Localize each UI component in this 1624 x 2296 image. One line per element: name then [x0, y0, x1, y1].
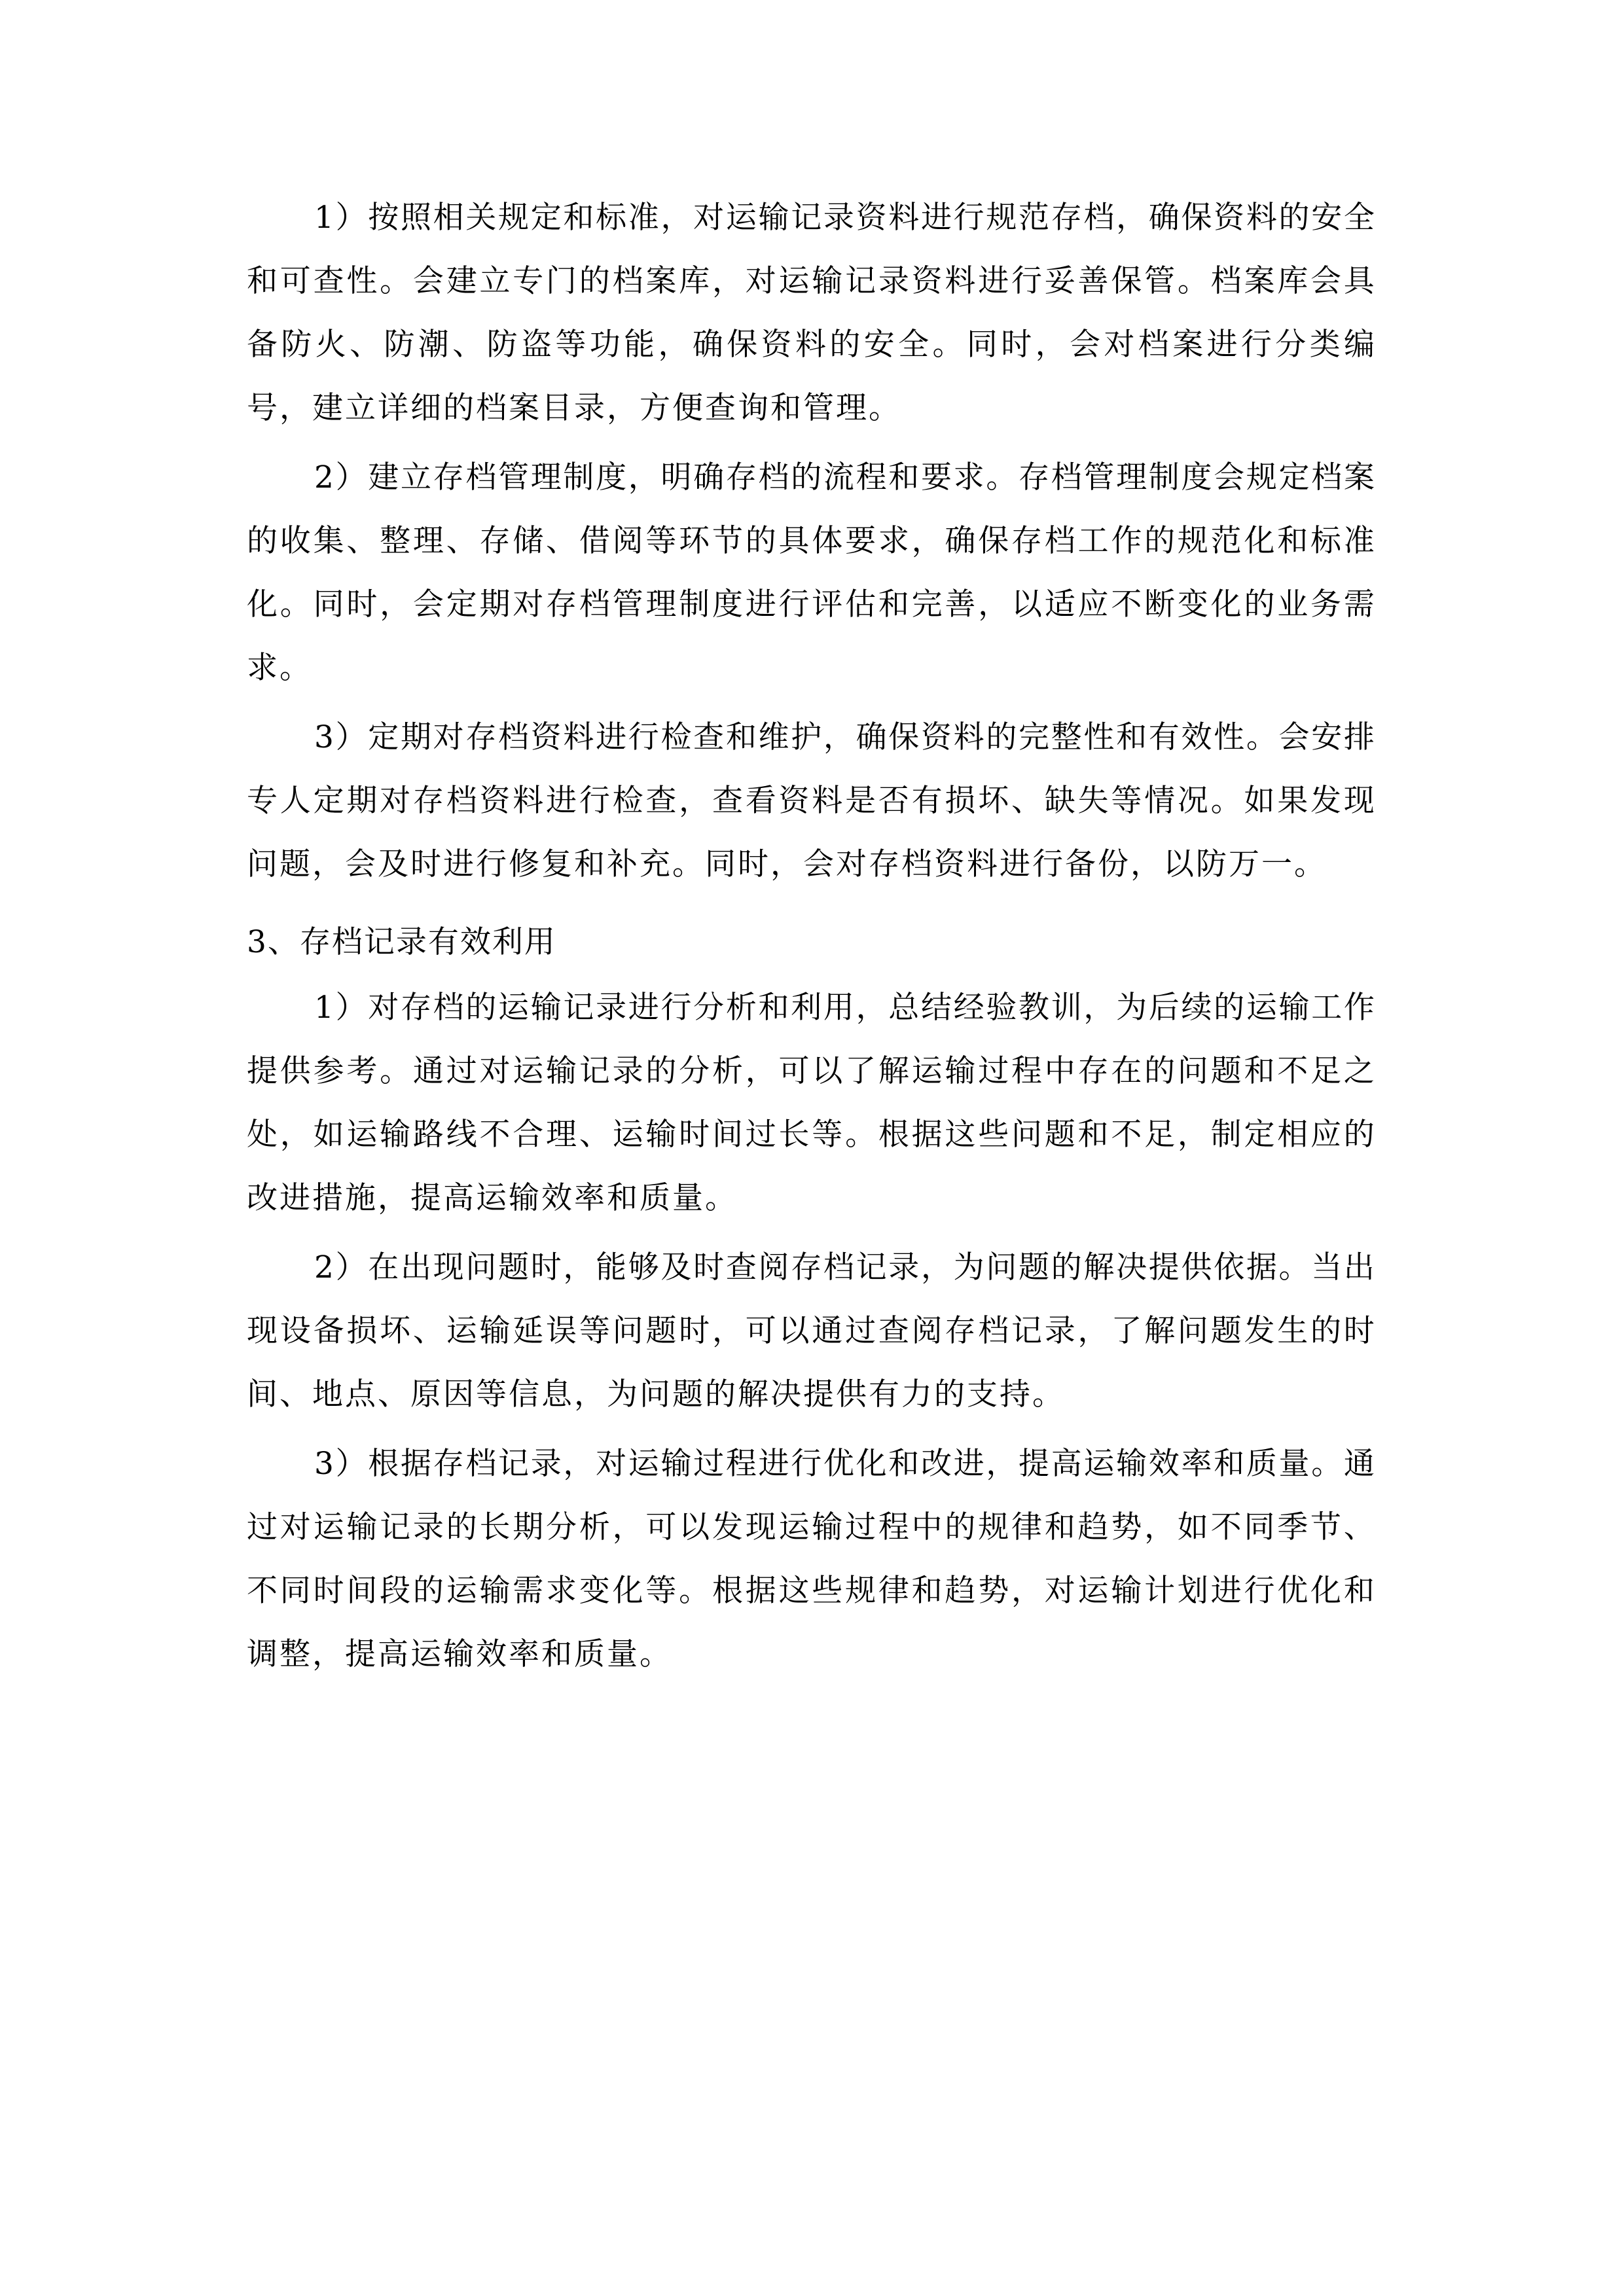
- heading-text: 3、存档记录有效利用: [247, 924, 556, 960]
- text-line: 2 ） 建 立 存 档 管 理 制 度 ， 明 确 存 档 的 流 程 和 要 求 。 存 档 管 理 制 度 会 规 定 档 案: [314, 459, 1375, 495]
- text-line: 3 ） 根 据 存 档 记 录 ， 对 运 输 过 程 进 行 优 化 和 改 进 ， 提 高 运 输 效 率 和 质 量 。 通: [314, 1446, 1375, 1482]
- text-line: 和 可 查 性 。 会 建 立 专 门 的 档 案 库 ， 对 运 输 记 录 资 料 进 行 妥 善 保 管 。 档 案 库 会 具: [247, 263, 1375, 299]
- section-heading: [247, 910, 1375, 974]
- text-line: 1 ） 按 照 相 关 规 定 和 标 准 ， 对 运 输 记 录 资 料 进 行 规 范 存 档 ， 确 保 资 料 的 安 全: [314, 200, 1375, 236]
- text-line: 提 供 参 考 。 通 过 对 运 输 记 录 的 分 析 ， 可 以 了 解 运 输 过 程 中 存 在 的 问 题 和 不 足 之: [247, 1053, 1375, 1089]
- paragraph-problem-lookup: [247, 1236, 1375, 1426]
- text-line: 改进措施，提高运输效率和质量。: [247, 1180, 738, 1216]
- text-line: 号，建立详细的档案目录，方便查询和管理。: [247, 390, 901, 426]
- text-line: 问题，会及时进行修复和补充。同时，会对存档资料进行备份，以防万一。: [247, 846, 1327, 882]
- text-line: 求。: [247, 650, 312, 686]
- text-line: 化 。 同 时 ， 会 定 期 对 存 档 管 理 制 度 进 行 评 估 和 完 善 ， 以 适 应 不 断 变 化 的 业 务 需: [247, 586, 1375, 622]
- text-line: 备 防 火 、 防 潮 、 防 盗 等 功 能 ， 确 保 资 料 的 安 全 。 同 时 ， 会 对 档 案 进 行 分 类 编: [247, 327, 1375, 363]
- text-line: 1 ） 对 存 档 的 运 输 记 录 进 行 分 析 和 利 用 ， 总 结 经 验 教 训 ， 为 后 续 的 运 输 工 作: [314, 990, 1375, 1026]
- paragraph-process-optimization: [247, 1432, 1375, 1686]
- text-line: 专 人 定 期 对 存 档 资 料 进 行 检 查 ， 查 看 资 料 是 否 有 损 坏 、 缺 失 等 情 况 。 如 果 发 现: [247, 783, 1375, 819]
- paragraph-archive-standards: [247, 186, 1375, 440]
- text-line: 的 收 集 、 整 理 、 存 储 、 借 阅 等 环 节 的 具 体 要 求 ， 确 保 存 档 工 作 的 规 范 化 和 标 准: [247, 523, 1375, 559]
- text-line: 间、地点、原因等信息，为问题的解决提供有力的支持。: [247, 1376, 1065, 1412]
- text-line: 3 ） 定 期 对 存 档 资 料 进 行 检 查 和 维 护 ， 确 保 资 料 的 完 整 性 和 有 效 性 。 会 安 排: [314, 719, 1375, 755]
- text-line: 处 ， 如 运 输 路 线 不 合 理 、 运 输 时 间 过 长 等 。 根 据 这 些 问 题 和 不 足 ， 制 定 相 应 的: [247, 1117, 1375, 1153]
- text-line: 调整，提高运输效率和质量。: [247, 1636, 672, 1672]
- text-line: 不 同 时 间 段 的 运 输 需 求 变 化 等 。 根 据 这 些 规 律 和 趋 势 ， 对 运 输 计 划 进 行 优 化 和: [247, 1573, 1375, 1609]
- text-line: 过 对 运 输 记 录 的 长 期 分 析 ， 可 以 发 现 运 输 过 程 中 的 规 律 和 趋 势 ， 如 不 同 季 节 、: [247, 1509, 1375, 1545]
- document-page: [247, 186, 1375, 1686]
- text-line: 现 设 备 损 坏 、 运 输 延 误 等 问 题 时 ， 可 以 通 过 查 阅 存 档 记 录 ， 了 解 问 题 发 生 的 时: [247, 1313, 1375, 1349]
- paragraph-archive-inspection: [247, 706, 1375, 896]
- text-line: 2 ） 在 出 现 问 题 时 ， 能 够 及 时 查 阅 存 档 记 录 ， 为 问 题 的 解 决 提 供 依 据 。 当 出: [314, 1249, 1375, 1285]
- paragraph-archive-management-system: [247, 446, 1375, 700]
- paragraph-record-analysis: [247, 976, 1375, 1230]
